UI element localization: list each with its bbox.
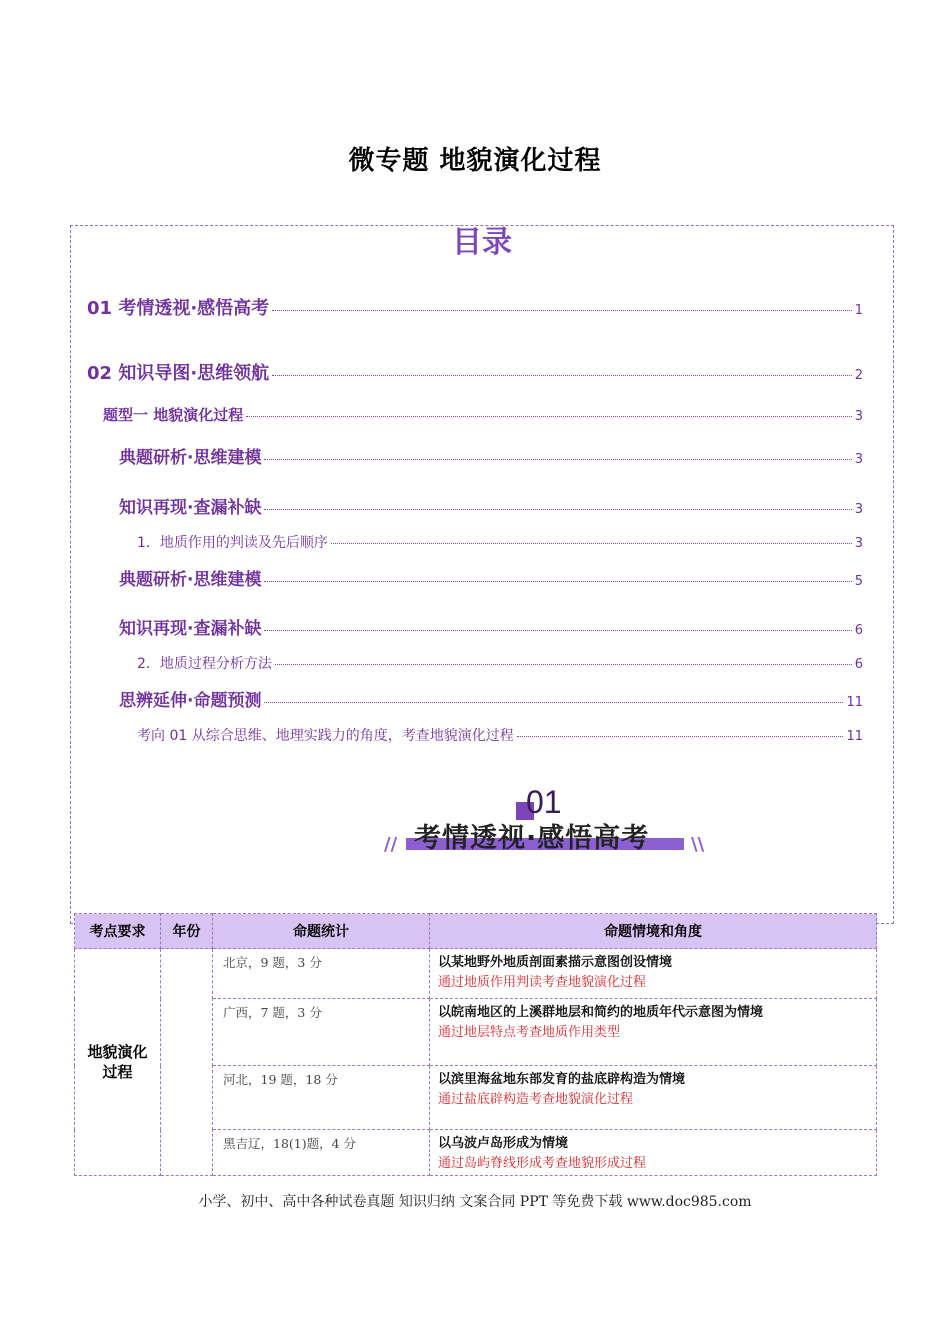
year-cell xyxy=(161,949,213,1176)
page-footer: 小学、初中、高中各种试卷真题 知识归纳 文案合同 PPT 等免费下载 www.doc985.com xyxy=(198,1194,752,1210)
table-of-contents xyxy=(70,225,894,924)
toc-entry-label: 2．地质过程分析方法 xyxy=(137,656,272,672)
toc-entry[interactable] xyxy=(137,532,863,552)
page-title: 微专题 地貌演化过程 xyxy=(348,146,602,176)
stat-cell: 黑吉辽，18(1)题，4 分 xyxy=(213,1130,430,1176)
angle-focus: 通过岛屿脊线形成考查地貌形成过程 xyxy=(438,1156,647,1171)
toc-page-number: 5 xyxy=(854,574,863,589)
column-header: 命题统计 xyxy=(213,914,430,949)
toc-leader-dots xyxy=(517,735,844,737)
toc-leader-dots xyxy=(272,309,852,311)
slash-decoration-right: \\ xyxy=(691,834,705,855)
toc-entry-label: 典题研析·思维建模 xyxy=(119,570,262,590)
exam-analysis-table xyxy=(74,913,877,1176)
toc-page-number: 2 xyxy=(854,368,863,383)
section-number: 01 xyxy=(526,784,562,820)
toc-page-number: 11 xyxy=(846,729,863,744)
toc-entry-label: 知识再现·查漏补缺 xyxy=(119,619,262,639)
angle-focus: 通过地质作用判读考查地貌演化过程 xyxy=(438,975,647,990)
toc-entry[interactable] xyxy=(119,493,863,518)
toc-page-number: 3 xyxy=(854,409,863,424)
toc-entry-label: 知识再现·查漏补缺 xyxy=(119,498,262,518)
table-header-row xyxy=(75,914,877,949)
toc-leader-dots xyxy=(331,542,852,544)
slash-decoration-left: // xyxy=(384,834,398,855)
section-banner xyxy=(311,784,705,876)
exam-point-cell xyxy=(75,949,161,1176)
toc-page-number: 3 xyxy=(854,452,863,467)
toc-leader-dots xyxy=(264,458,851,460)
toc-heading: 目录 xyxy=(452,225,512,260)
toc-entry[interactable] xyxy=(119,686,863,711)
angle-cell xyxy=(430,999,877,1066)
column-header: 年份 xyxy=(161,914,213,949)
toc-leader-dots xyxy=(264,629,851,631)
angle-cell xyxy=(430,1130,877,1176)
section-title: 考情透视·感悟高考 xyxy=(414,823,650,854)
column-header: 命题情境和角度 xyxy=(430,914,877,949)
toc-entry[interactable] xyxy=(137,653,863,673)
toc-page-number: 6 xyxy=(854,657,863,672)
toc-entry-label: 题型一 地貌演化过程 xyxy=(103,406,244,424)
angle-context: 以乌波卢岛形成为情境 xyxy=(438,1136,569,1151)
toc-entry[interactable] xyxy=(87,294,863,320)
toc-page-number: 3 xyxy=(854,536,863,551)
angle-cell xyxy=(430,949,877,999)
toc-entry-label: 考向 01 从综合思维、地理实践力的角度，考查地貌演化过程 xyxy=(137,728,514,744)
toc-entry-label: 典题研析·思维建模 xyxy=(119,448,262,468)
toc-page-number: 3 xyxy=(854,502,863,517)
toc-entry[interactable] xyxy=(119,443,863,468)
toc-leader-dots xyxy=(264,580,851,582)
angle-context: 以皖南地区的上溪群地层和简约的地质年代示意图为情境 xyxy=(438,1005,764,1020)
angle-cell xyxy=(430,1066,877,1130)
toc-entry-label: 02 知识导图·思维领航 xyxy=(87,363,270,384)
toc-leader-dots xyxy=(275,663,852,665)
toc-entry[interactable] xyxy=(137,725,863,745)
toc-leader-dots xyxy=(264,701,843,703)
table-row xyxy=(75,949,877,999)
toc-entry[interactable] xyxy=(119,565,863,590)
toc-entry-label: 思辨延伸·命题预测 xyxy=(119,691,262,711)
toc-page-number: 6 xyxy=(854,623,863,638)
stat-cell: 广西，7 题，3 分 xyxy=(213,999,430,1066)
angle-context: 以某地野外地质剖面素描示意图创设情境 xyxy=(438,955,673,970)
toc-entry-label: 1．地质作用的判读及先后顺序 xyxy=(137,535,328,551)
stat-cell: 北京，9 题，3 分 xyxy=(213,949,430,999)
angle-focus: 通过地层特点考查地质作用类型 xyxy=(438,1025,621,1040)
angle-context: 以滨里海盆地东部发育的盐底辟构造为情境 xyxy=(438,1072,686,1087)
toc-leader-dots xyxy=(246,415,851,417)
toc-leader-dots xyxy=(272,374,852,376)
angle-focus: 通过盐底辟构造考查地貌演化过程 xyxy=(438,1092,634,1107)
column-header: 考点要求 xyxy=(75,914,161,949)
toc-entry[interactable] xyxy=(87,359,863,385)
toc-entry[interactable] xyxy=(119,614,863,639)
exam-point-text: 地貌演化过程 xyxy=(87,1043,148,1081)
toc-page-number: 1 xyxy=(854,303,863,318)
toc-entry[interactable] xyxy=(103,404,863,425)
toc-leader-dots xyxy=(264,508,851,510)
toc-page-number: 11 xyxy=(846,695,863,710)
toc-entry-label: 01 考情透视·感悟高考 xyxy=(87,298,270,319)
stat-cell: 河北，19 题，18 分 xyxy=(213,1066,430,1130)
